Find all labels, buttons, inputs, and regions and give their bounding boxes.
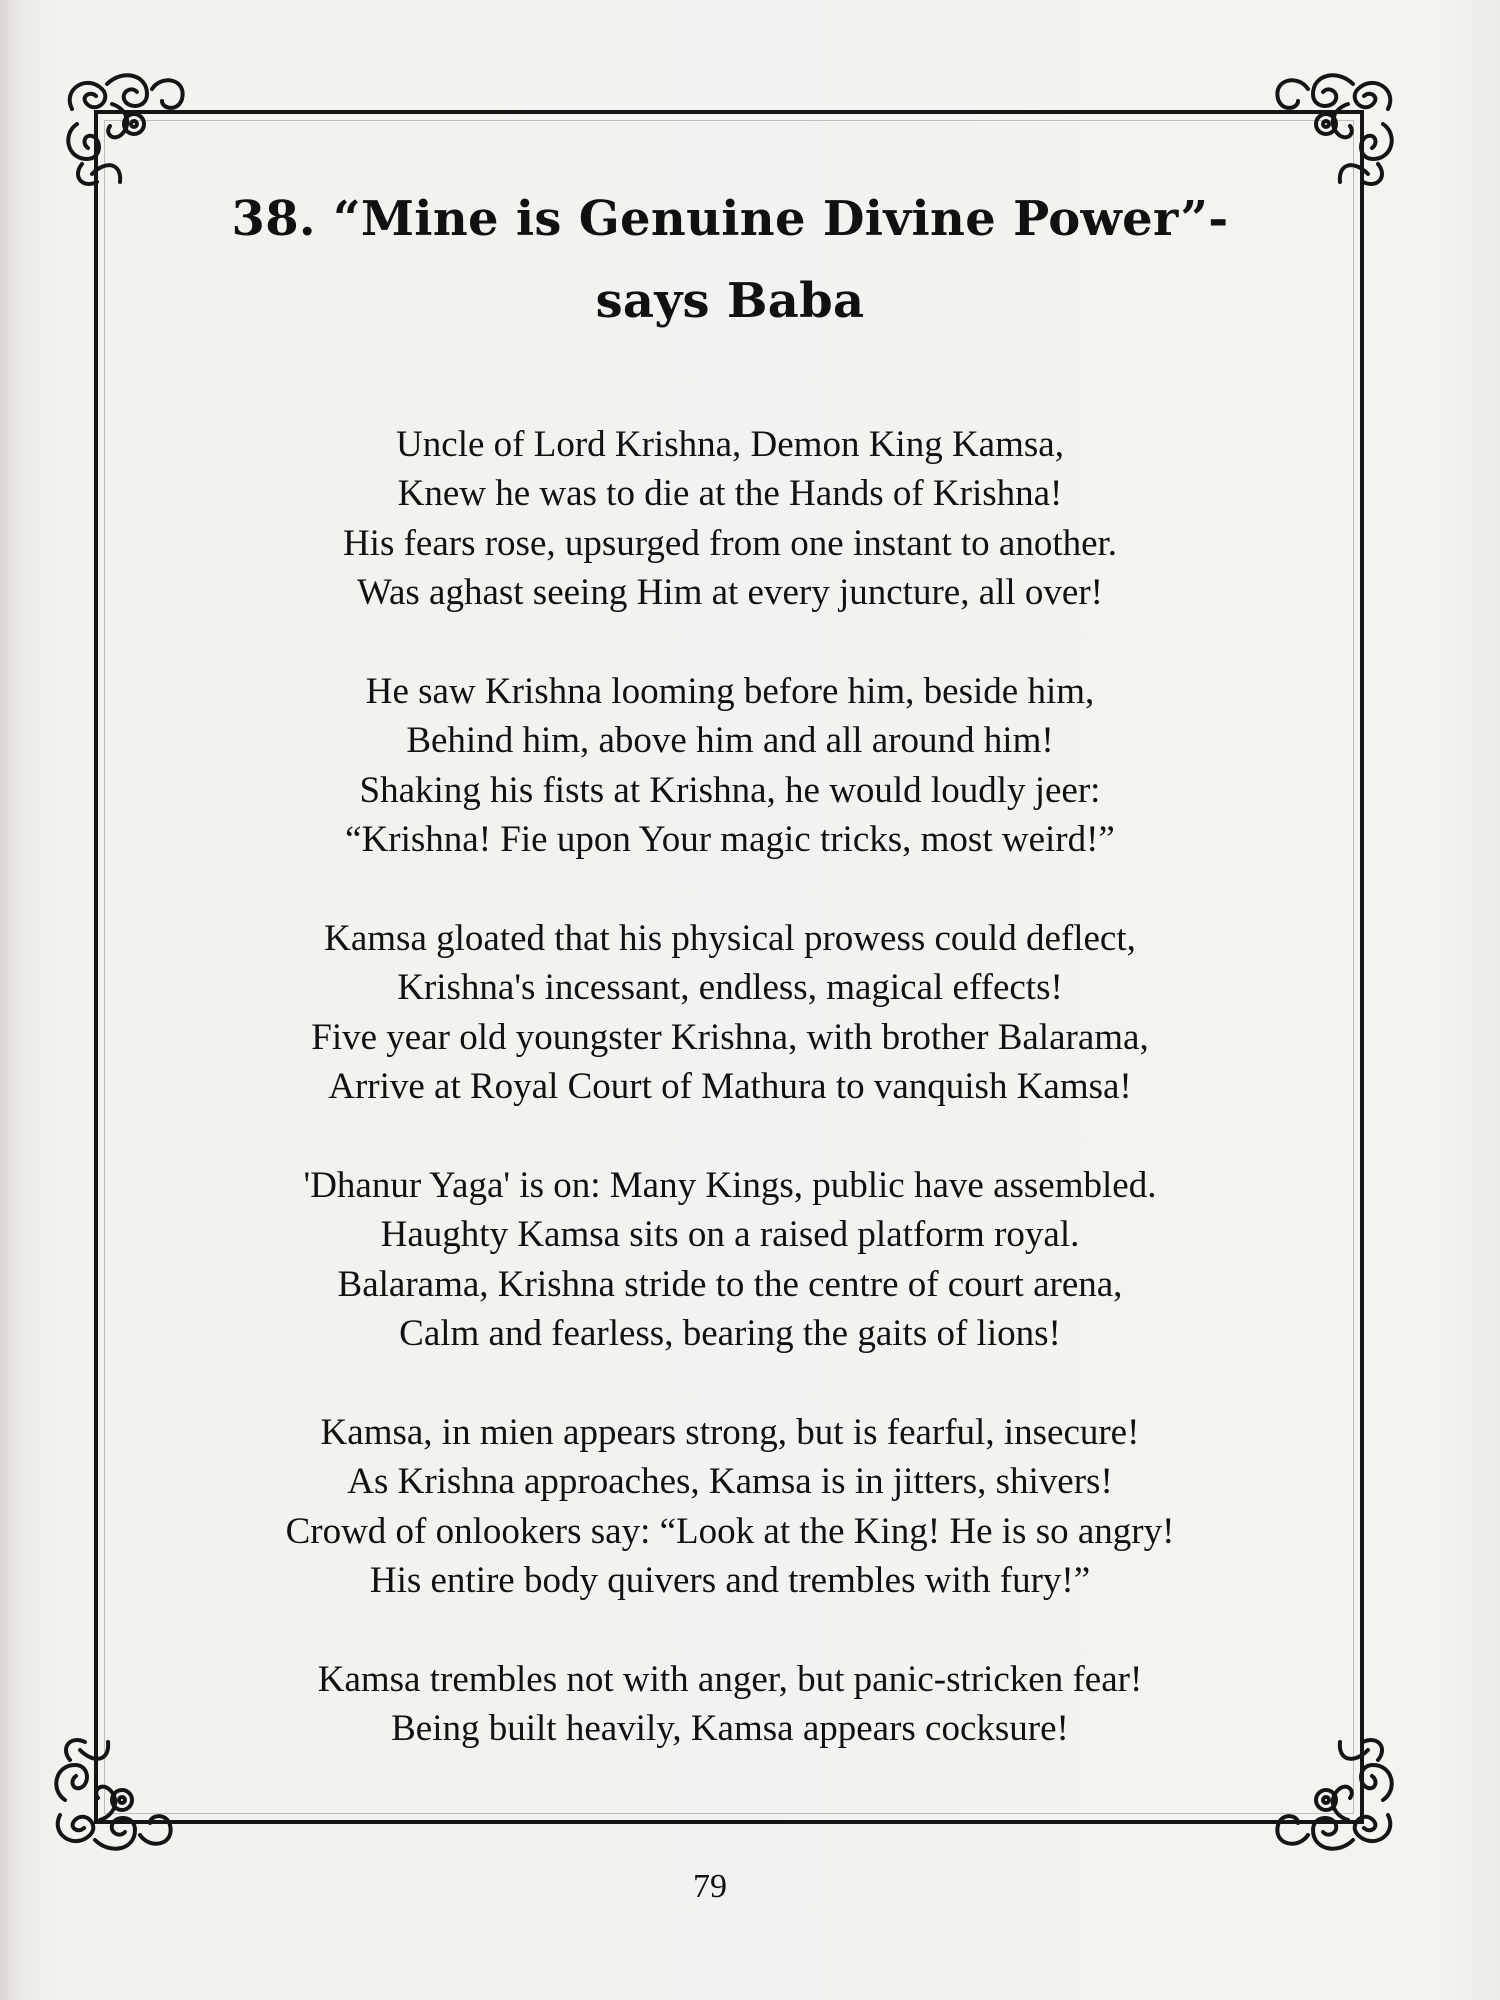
poem-line: His entire body quivers and trembles with fury!”	[369, 1560, 1091, 1602]
poem-line: Kamsa gloated that his physical prowess could deflect,	[324, 918, 1136, 960]
title-line-1: 38. “Mine is Genuine Divine Power”-	[231, 191, 1229, 247]
poem-line: Shaking his fists at Krishna, he would loudly jeer:	[359, 769, 1101, 811]
page-number: 79	[693, 1868, 727, 1905]
stanza-5	[120, 1408, 1340, 1606]
stanza-2	[120, 667, 1340, 865]
poem-body	[120, 420, 1340, 1754]
poem-line: Crowd of onlookers say: “Look at the King! He is so angry!	[285, 1510, 1175, 1552]
corner-flourish-icon	[1258, 64, 1408, 194]
poem-line: Kamsa trembles not with anger, but panic-stricken fear!	[317, 1659, 1143, 1701]
poem-line: Calm and fearless, bearing the gaits of lions!	[399, 1313, 1061, 1355]
poem-line: Five year old youngster Krishna, with brother Balarama,	[311, 1016, 1149, 1058]
poem-line: Krishna's incessant, endless, magical effects!	[397, 967, 1063, 1009]
stanza-4	[120, 1161, 1340, 1359]
poem-line: Uncle of Lord Krishna, Demon King Kamsa,	[396, 424, 1064, 465]
poem-line: His fears rose, upsurged from one instant to another.	[342, 522, 1118, 564]
poem-line: “Krishna! Fie upon Your magic tricks, most weird!”	[345, 819, 1115, 861]
poem-line: Being built heavily, Kamsa appears cocksure!	[391, 1708, 1069, 1750]
page-title	[140, 178, 1320, 342]
poem-line: As Krishna approaches, Kamsa is in jitters, shivers!	[347, 1461, 1113, 1503]
poem-line: Knew he was to die at the Hands of Krishna!	[397, 473, 1063, 515]
title-line-2: says Baba	[595, 273, 865, 329]
stanza-1	[120, 420, 1340, 618]
corner-flourish-icon	[52, 64, 202, 194]
poem-line: Balarama, Krishna stride to the centre of court arena,	[337, 1263, 1123, 1305]
stanza-3	[120, 914, 1340, 1112]
poem-line: Kamsa, in mien appears strong, but is fearful, insecure!	[320, 1412, 1140, 1454]
poem-line: 'Dhanur Yaga' is on: Many Kings, public have assembled.	[303, 1165, 1157, 1207]
stanza-6	[120, 1655, 1340, 1754]
poem-line: He saw Krishna looming before him, beside him,	[365, 671, 1095, 713]
poem-line: Was aghast seeing Him at every juncture, all over!	[357, 572, 1103, 614]
poem-line: Haughty Kamsa sits on a raised platform royal.	[380, 1214, 1080, 1256]
poem-line: Arrive at Royal Court of Mathura to vanquish Kamsa!	[328, 1066, 1132, 1108]
poem-line: Behind him, above him and all around him!	[406, 720, 1054, 762]
